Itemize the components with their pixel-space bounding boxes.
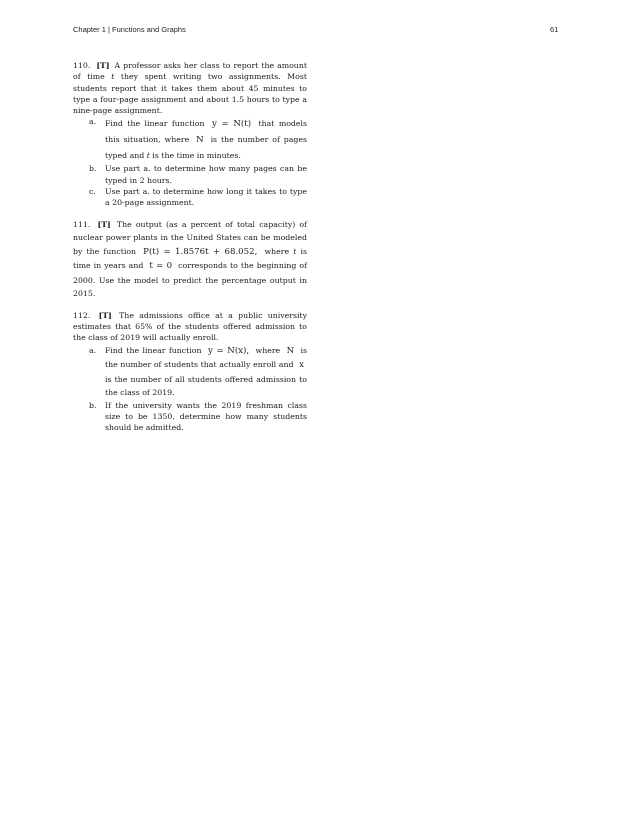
- part-text: Use part a. to determine how many pages can be typed in 2 hours.: [105, 164, 307, 185]
- part-text: that models this situation, where: [105, 119, 308, 145]
- prompt-text: corresponds to the beginning of 2000. Use the model to predict the percentage output in 2015.: [73, 261, 307, 299]
- exercise-111: [73, 218, 307, 301]
- part-text: Find the linear function: [105, 119, 205, 129]
- exercise-110-parts: [73, 116, 307, 208]
- math-expression: t = 0: [149, 261, 173, 272]
- exercise-number: 110.: [73, 61, 91, 70]
- exercise-list: [73, 60, 307, 442]
- page-number: 61: [550, 25, 559, 34]
- variable-N: N: [196, 135, 204, 146]
- part-b: [73, 163, 307, 186]
- exercise-112: [73, 310, 307, 434]
- part-text: Find the linear function: [105, 345, 202, 355]
- variable-N: N: [286, 345, 295, 356]
- part-label: a.: [89, 345, 97, 355]
- variable-t: t: [293, 246, 297, 256]
- part-label: c.: [89, 187, 96, 197]
- math-expression: y = N(t): [211, 119, 252, 130]
- prompt-text: The output (as a percent of total capacity) of nuclear power plants in the United States can be modeled by the function: [73, 219, 308, 256]
- technology-tag: [T]: [98, 310, 112, 320]
- exercise-number: 112.: [73, 310, 91, 320]
- part-text: is the number of pages typed and: [105, 135, 307, 161]
- part-text: is the time in minutes.: [152, 151, 241, 161]
- variable-t: t: [111, 72, 115, 82]
- part-text: where: [255, 345, 281, 355]
- exercise-110: [73, 60, 307, 209]
- running-head-chapter: Chapter 1 | Functions and Graphs: [73, 25, 186, 34]
- part-b: [73, 400, 307, 434]
- exercise-112-prompt: [73, 310, 307, 344]
- part-a: [73, 344, 307, 400]
- part-text: is the number of students that actually enroll and: [105, 345, 308, 370]
- technology-tag: [T]: [96, 61, 110, 70]
- part-label: b.: [89, 164, 97, 174]
- part-label: a.: [89, 117, 97, 127]
- exercise-number: 111.: [73, 219, 91, 229]
- part-a: [73, 116, 307, 163]
- part-text: If the university wants the 2019 freshman class size to be 1350, determine how many students should be admitted.: [105, 400, 307, 433]
- variable-x: x: [299, 360, 304, 371]
- prompt-text: is time in years and: [73, 246, 307, 271]
- part-c: [73, 186, 307, 209]
- part-text: Use part a. to determine how long it takes to type a 20-page assignment.: [105, 187, 307, 208]
- math-expression: y = N(x),: [207, 345, 250, 356]
- exercise-111-prompt: [73, 218, 307, 301]
- prompt-text: The admissions office at a public university estimates that 65% of the students offered admission to the class of 2019 will actually enroll.: [73, 310, 308, 343]
- exercise-110-prompt: [73, 60, 307, 116]
- math-expression: P(t) = 1.8576t + 68.052,: [143, 246, 258, 257]
- prompt-text: A professor asks her class to report the amount of time: [73, 61, 307, 82]
- part-text: is the number of all students offered admission to the class of 2019.: [105, 374, 307, 398]
- technology-tag: [T]: [97, 219, 111, 229]
- prompt-text: they spent writing two assignments. Most students report that it takes them about 45 minutes to type a four-page assignment and about 1.5 hours to type a nine-page assignment.: [73, 72, 307, 116]
- part-label: b.: [89, 400, 97, 410]
- prompt-text: where: [264, 246, 290, 256]
- variable-t: t: [146, 151, 150, 161]
- exercise-112-parts: [73, 344, 307, 434]
